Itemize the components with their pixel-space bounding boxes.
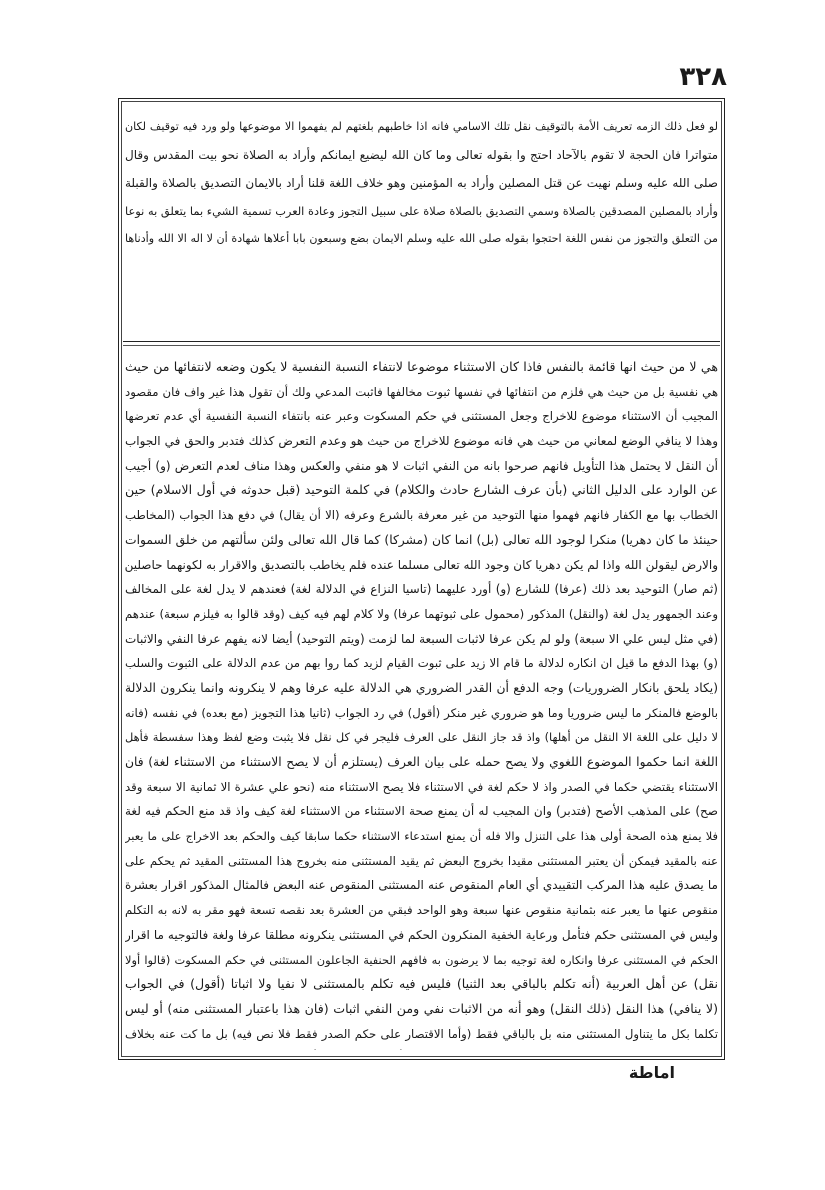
main-text-line: من التعلق والتجوز من نفس اللغة احتجوا بقوله صلى الله عليه وسلم الايمان بضع وسبعون بابا أعلاها شهادة أن لا اله الا الله وأدناها bbox=[125, 232, 718, 245]
commentary-line bbox=[125, 1046, 718, 1050]
commentary-line: وهذا لا ينافي الوضع لمعاني من حيث هي فانه موضوع للاخراج من حيث هو وعدم التعرض كذلك فتدبر والحق في الجواب bbox=[125, 434, 718, 449]
section-divider bbox=[123, 341, 720, 342]
commentary-line: نقل) عن أهل العربية (أنه تكلم بالباقي بعد الثنيا) فليس فيه تكلم بالمستثنى لا نفيا ولا اثباتا (أقول) في الجواب bbox=[125, 976, 718, 992]
commentary-line: (و) بهذا الدفع ما قيل ان انكاره لدلالة ما قام الا زيد على ثبوت القيام لزيد كما روا بهم من عدم الدلالة على الثبوت والسلب bbox=[125, 656, 718, 671]
commentary-line: (يكاد يلحق بانكار الضروريات) وجه الدفع أن القدر الضروري هي الدلالة عليه عرفا وهم لا ينكرونه وانما ينكرون الدلالة bbox=[125, 680, 718, 695]
commentary-line: (لا ينافي) هذا النقل (ذلك النقل) وهو أنه من الاثبات نفي ومن النفي اثبات (فان هذا باعتبار المستثنى منه) أو ليس bbox=[125, 1000, 718, 1016]
commentary-line: فلا يمنع هذه الصحة أولى هذا على التنزل والا فله أن يمنع استدعاء الاستثناء حكما سابقا كيف والحكم بعد الاخراج على ما يعبر bbox=[125, 829, 718, 844]
main-text-line: متواترا فان الحجة لا تقوم بالآحاد احتج وا بقوله تعالى وما كان الله ليضيع ايمانكم وأراد به الصلاة نحو بيت المقدس وقال bbox=[125, 148, 718, 162]
commentary-line: تكلما بكل ما يتناول المستثنى منه بل بالباقي فقط (وأما الاقتصار على حكم الصدر فقط فلا نص فيه) بل ما كت عنه بخلاف bbox=[125, 1026, 718, 1041]
commentary-line: (في مثل ليس علي الا سبعة) ولو لم يكن عرفا لاثبات السبعة لما لزمت (ويتم التوحيد) أيضا لانه يفهم عرفا النفي والاثبات bbox=[125, 631, 718, 646]
commentary-line: وليس في المستثنى حكم فتأمل ورعاية الخفية المنكرون الحكم في المستثنى ينكرونه مطلقا عرفا ولغة فالتوجيه ما اقرار bbox=[125, 927, 718, 942]
commentary-line: الخطاب بها مع الكفار فانهم فهموا منها التوحيد من غير معرفة بالشرع وعرفه (الا أن يقال) في دفع هذا الجواب (المخاطب bbox=[125, 508, 718, 523]
commentary-line: الاستثناء يقتضي حكما في الصدر واذ لا حكم لغة في الاستثناء فلا يصح الاستثناء منه (نحو علي عشرة الا ثمانية الا سبعة وقد bbox=[125, 779, 718, 794]
page-frame bbox=[118, 98, 725, 1060]
commentary-line: حينئذ ما كان دهريا) منكرا لوجود الله تعالى (بل) انما كان (مشركا) كما قال الله تعالى ولئن سألتهم من خلق السموات bbox=[125, 532, 718, 547]
commentary-line: الحكم في المستثنى عرفا وانكاره لغة توجيه بما لا يرضون به فافهم الحنفية الجاعلون المستثنى في حكم المسكوت (قالوا أولا bbox=[125, 952, 718, 967]
commentary-line: صح) على المذهب الأصح (فتدبر) وان المجيب له أن يمنع صحة الاستثناء من الاستثناء لغة كيف واذ قد منع الحكم فيه لغة bbox=[125, 804, 718, 819]
commentary-line: بالوضع فالمنكر ما ليس ضروريا وما هو ضروري غير منكر (أقول) في رد الجواب (ثانيا هذا التجويز (مع بعده) في نفسه (فانه bbox=[125, 705, 718, 720]
catchword: اماطة bbox=[628, 1063, 675, 1082]
page-number: ٣٢٨ bbox=[679, 62, 727, 92]
commentary-line: عن الوارد على الدليل الثاني (بأن عرف الشارع حادث والكلام) في كلمة التوحيد (قبل حدوثه في أول الاسلام) حين bbox=[125, 482, 718, 498]
commentary-line: أن النقل لا يحتمل هذا التأويل فانهم صرحوا بانه من النفي اثبات لا هو منفي والعكس وهذا مناف لعدم التعرض (و) أجيب bbox=[125, 458, 718, 473]
commentary-text bbox=[125, 355, 718, 1050]
commentary-line: لا دليل على اللغة الا النقل من أهلها) واذ قد جاز النقل على العرف فليجر في كل نقل فلا يثبت وضع لفظ وهذا سفسطة فأهل bbox=[125, 730, 718, 745]
commentary-line: هي نفسية بل من حيث هي فلزم من انتفائها في نفسها ثبوت مخالفها فاثبت المدعي ولك أن تقول هذا غير واف فان مقصود bbox=[125, 384, 718, 399]
main-text-line: وأراد بالمصلين المصدقين بالصلاة وسمي التصديق بالصلاة صلاة على سبيل التجوز وعادة العرب تسمية الشيء بما يتعلق به نوعا bbox=[125, 204, 718, 218]
commentary-line: وعند الجمهور يدل لغة (والنقل) المذكور (محمول على ثبوتهما عرفا) ولا كلام لهم فيه كيف (وقد قالوا به فيلزم سبعة) عندهم bbox=[125, 606, 718, 621]
commentary-line: منقوص عنها ما يعبر عنه بثمانية منقوص عنها سبعة وهو الواحد فبقي من العشرة بعد نقصه تسعة فهو مقر به لانه به التكلم bbox=[125, 903, 718, 918]
commentary-line: المجيب أن الاستثناء موضوع للاخراج وجعل المستثنى في حكم المسكوت وعبر عنه بانتفاء النسبة النفسية أي عدم تعرضها bbox=[125, 409, 718, 424]
commentary-line: ما يصدق عليه هذا المركب التقييدي أي العام المنقوص عنه المستثنى المنقوص عنه البعض فالمثال المذكور اقرار بعشرة bbox=[125, 878, 718, 893]
main-text bbox=[125, 113, 718, 337]
commentary-line: اللغة انما حكموا الموضوع اللغوي ولا يصح حمله على بيان العرف (يستلزم أن لا يصح الاستثناء من الاستثناء لغة) فان bbox=[125, 755, 718, 769]
commentary-line: هي لا من حيث انها قائمة بالنفس فاذا كان الاستثناء موضوعا لانتفاء النسبة النفسية لا يكون وضعه لانتفائها من حيث bbox=[125, 359, 718, 374]
commentary-line: والارض ليقولن الله واذا لم يكن دهريا كان وجود الله تعالى مسلما عنده فلم يخاطب بالتصديق والاقرار به لكونهما حاصلين bbox=[125, 557, 718, 572]
main-text-line: لو فعل ذلك الزمه تعريف الأمة بالتوقيف نقل تلك الاسامي فانه اذا خاطبهم بلغتهم لم يفهموا الا موضوعها ولو ورد فيه توقيف لكان bbox=[125, 120, 718, 133]
commentary-line: (ثم صار) التوحيد بعد ذلك (عرفا) للشارع (و) أورد عليهما (تاسيا النزاع في الدلالة لغة) فعندهم لا يدل لغة على المخالف bbox=[125, 582, 718, 597]
commentary-line: عنه بالمقيد فيمكن أن يعتبر المستثنى مقيدا بخروج البعض ثم يقيد المستثنى منه بخروج هذا المستثنى المقيد ثم يحكم على bbox=[125, 853, 718, 868]
main-text-line: صلى الله عليه وسلم نهيت عن قتل المصلين وأراد به المؤمنين وهو خلاف اللغة قلنا أراد بالايمان التصديق بالصلاة والقبلة bbox=[125, 176, 718, 190]
